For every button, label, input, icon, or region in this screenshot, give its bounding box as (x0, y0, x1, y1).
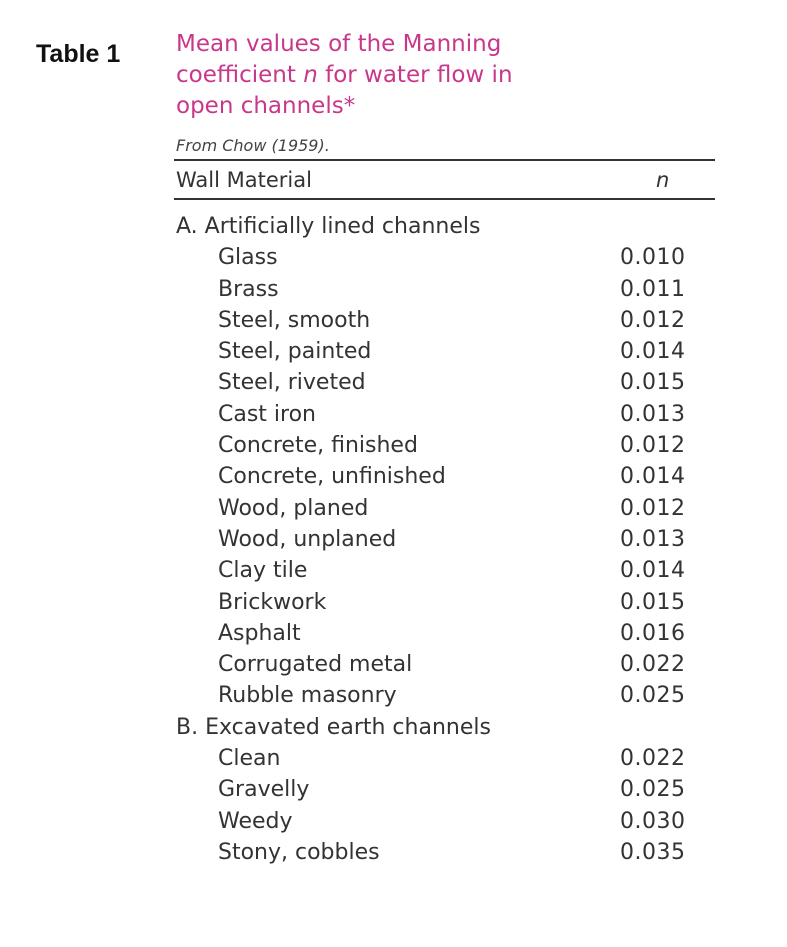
manning-n-cell: 0.012 (620, 433, 686, 459)
caption-n-symbol: n (303, 62, 318, 88)
manning-n-cell: 0.014 (620, 464, 686, 490)
wall-material-cell: Steel, riveted (218, 370, 366, 396)
wall-material-cell: Clay tile (218, 558, 308, 584)
source-note: From Chow (1959). (176, 136, 330, 155)
table-row (176, 555, 716, 586)
wall-material-cell: Rubble masonry (218, 683, 397, 709)
section-heading: B. Excavated earth channels (176, 714, 491, 740)
table-row (176, 806, 716, 837)
manning-n-cell: 0.025 (620, 777, 686, 803)
wall-material-cell: Weedy (218, 808, 293, 834)
wall-material-cell: Stony, cobbles (218, 839, 380, 865)
table-row (176, 274, 716, 305)
table-header-rule (174, 198, 715, 200)
wall-material-cell: Brickwork (218, 589, 327, 615)
table-header (176, 168, 688, 192)
table-number-label: Table 1 (36, 40, 121, 68)
table-row (176, 524, 716, 555)
table-row (176, 336, 716, 367)
wall-material-cell: Cast iron (218, 401, 317, 427)
manning-n-cell: 0.030 (620, 808, 686, 834)
manning-n-cell: 0.022 (620, 746, 686, 772)
header-wall-material: Wall Material (176, 168, 312, 192)
table-body (176, 211, 716, 868)
table-row (176, 618, 716, 649)
manning-n-cell: 0.012 (620, 495, 686, 521)
manning-n-cell: 0.025 (620, 683, 686, 709)
table-row (176, 242, 716, 273)
table-row (176, 649, 716, 680)
wall-material-cell: Wood, planed (218, 495, 369, 521)
wall-material-cell: Clean (218, 746, 281, 772)
manning-n-cell: 0.012 (620, 307, 686, 333)
table-row (176, 587, 716, 618)
manning-n-cell: 0.010 (620, 245, 686, 271)
manning-n-cell: 0.011 (620, 276, 686, 302)
table-row (176, 367, 716, 398)
manning-n-cell: 0.015 (620, 370, 686, 396)
manning-n-cell: 0.013 (620, 526, 686, 552)
caption-line-3: open channels* (176, 93, 356, 119)
wall-material-cell: Wood, unplaned (218, 526, 397, 552)
manning-n-cell: 0.016 (620, 620, 686, 646)
wall-material-cell: Glass (218, 245, 278, 271)
caption-line-2 (176, 60, 646, 91)
table-top-rule (174, 159, 715, 161)
manning-n-cell: 0.015 (620, 589, 686, 615)
table-row (176, 774, 716, 805)
table-row (176, 837, 716, 868)
manning-n-cell: 0.035 (620, 839, 686, 865)
table-row (176, 743, 716, 774)
manning-n-cell: 0.022 (620, 652, 686, 678)
wall-material-cell: Asphalt (218, 620, 301, 646)
wall-material-cell: Concrete, finished (218, 433, 418, 459)
manning-n-cell: 0.014 (620, 558, 686, 584)
manning-n-cell: 0.013 (620, 401, 686, 427)
caption-line-2-start: coefficient (176, 62, 304, 88)
table-row (176, 493, 716, 524)
table-row (176, 399, 716, 430)
section-heading-row (176, 211, 716, 242)
table-row (176, 680, 716, 711)
wall-material-cell: Brass (218, 276, 279, 302)
wall-material-cell: Steel, painted (218, 339, 372, 365)
table-row (176, 461, 716, 492)
table-caption (176, 29, 646, 122)
caption-line-1: Mean values of the Manning (176, 31, 502, 57)
wall-material-cell: Concrete, unfinished (218, 464, 446, 490)
caption-line-2-end: for water flow in (317, 62, 513, 88)
section-heading: A. Artificially lined channels (176, 214, 481, 239)
wall-material-cell: Gravelly (218, 777, 310, 803)
section-heading-row (176, 712, 716, 743)
table-row (176, 305, 716, 336)
wall-material-cell: Steel, smooth (218, 307, 371, 333)
wall-material-cell: Corrugated metal (218, 652, 413, 678)
manning-n-cell: 0.014 (620, 339, 686, 365)
table-row (176, 430, 716, 461)
header-n: n (656, 168, 670, 192)
